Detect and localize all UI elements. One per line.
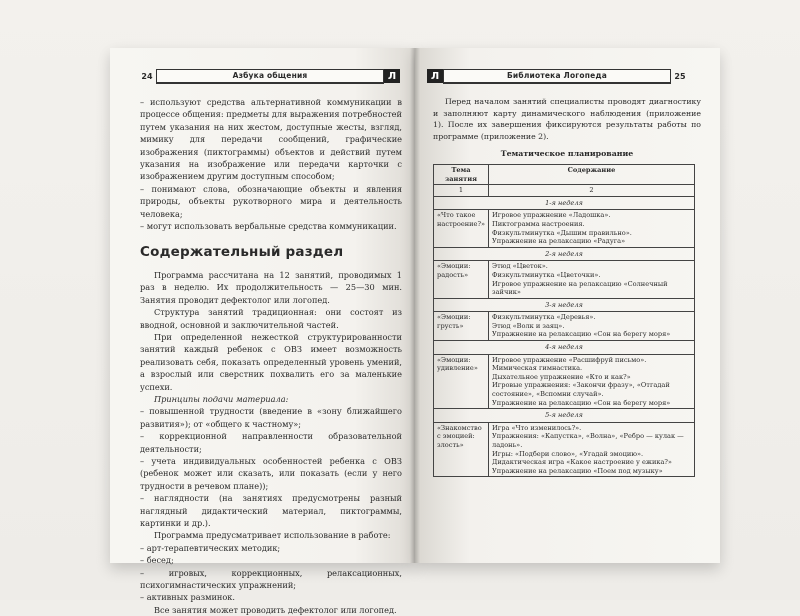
week-label: 3-я неделя <box>434 298 695 312</box>
method-item: – бесед; <box>140 555 174 566</box>
paragraph: Программа рассчитана на 12 занятий, проводимых 1 раз в неделю. Их продолжительность — 25—30 мин. Занятия проводит дефектолог или логопед. <box>140 269 402 305</box>
activity-item: Игровое упражнение на релаксацию «Солнечный зайчик» <box>492 279 668 297</box>
table-row <box>434 354 695 409</box>
table-row <box>434 312 695 341</box>
activity-item: Игры: «Подбери слово», «Угадай эмоцию». <box>492 449 644 458</box>
activity-item: Пиктограмма настроения. <box>492 219 585 228</box>
right-header-title: Библиотека Логопеда <box>443 69 671 84</box>
method-item: – арт-терапевтических методик; <box>140 542 281 553</box>
open-book <box>110 48 720 615</box>
left-page-header <box>138 68 400 84</box>
activity-item: Игровое упражнение «Ладошка». <box>492 211 611 220</box>
activity-item: Упражнение на релаксацию «Радуга» <box>492 237 626 246</box>
logo-l-icon: Л <box>384 69 400 83</box>
lesson-theme: «Эмоции: радость» <box>434 261 489 298</box>
bullet-item: – используют средства альтернативной коммуникации в процессе общения: предметы для выражения потребностей путем указания на них жестом, доступные жесты, взгляд, мимику для передачи сообщений, графические изображения (пиктограммы) объектов и действий путем указания на изображение или передачи карточки с изображением другим доступным способом; <box>140 97 402 182</box>
activity-item: Физкультминутка «Деревья». <box>492 313 596 322</box>
col-number-1: 1 <box>434 185 489 197</box>
program-intro: Программа предусматривает использование в работе: <box>154 530 391 541</box>
activity-item: Упражнение на релаксацию «Сон на берегу моря» <box>492 398 671 407</box>
weeks-body <box>434 196 695 477</box>
activity-item: Физкультминутка «Дышим правильно». <box>492 228 632 237</box>
activity-item: Игра «Что изменилось?». <box>492 423 582 432</box>
bullet-item: – могут использовать вербальные средства коммуникации. <box>140 221 397 232</box>
lesson-content <box>489 210 695 247</box>
principle-item: – наглядности (на занятиях предусмотрены разный наглядный дидактический материал, пиктограммы, картинки и др.). <box>140 493 402 528</box>
activity-item: Упражнения: «Капустка», «Волна», «Ребро — кулак — ладонь». <box>492 432 684 449</box>
lesson-content <box>489 354 695 409</box>
plan-title: Тематическое планирование <box>500 149 634 159</box>
paragraph: При определенной нежесткой структурированности занятий каждый ребенок с ОВЗ имеет возможность реализовать себя, показать определенный уровень умений, а взрослый или сверстник похвалить его за маленькие успехи. <box>140 331 402 392</box>
week-label: 4-я неделя <box>434 341 695 355</box>
activity-item: Игровое упражнение «Расшифруй письмо». <box>492 355 647 364</box>
week-label-row <box>434 196 695 210</box>
activity-item: Упражнение на релаксацию «Сон на берегу моря» <box>492 330 671 339</box>
activity-item: Этюд «Волк и заяц». <box>492 321 565 330</box>
left-page-body <box>140 96 402 616</box>
activity-item: Дыхательное упражнение «Кто и как?» <box>492 372 631 381</box>
table-row <box>434 261 695 298</box>
principles-label: Принципы подачи материала: <box>154 393 289 404</box>
activity-item: Дидактическая игра «Какое настроение у ежика?» <box>492 458 672 467</box>
logo-l-icon: Л <box>427 69 443 83</box>
activity-item: Упражнение на релаксацию «Поем под музыку» <box>492 466 663 475</box>
section-heading: Содержательный раздел <box>140 244 344 261</box>
week-label: 1-я неделя <box>434 196 695 210</box>
table-row <box>434 210 695 247</box>
closing-paragraph: Все занятия может проводить дефектолог или логопед. <box>154 604 397 615</box>
lesson-content <box>489 261 695 298</box>
planning-table <box>433 164 695 477</box>
intro-paragraph: Перед началом занятий специалисты проводят диагностику и заполняют карту динамического наблюдения (приложение 1). После их завершения фиксируются результаты работы по программе (приложение 2). <box>433 97 701 141</box>
table-number-row <box>434 185 695 197</box>
lesson-theme: «Эмоции: удивление» <box>434 354 489 409</box>
right-page-body <box>433 96 701 477</box>
week-label-row <box>434 247 695 261</box>
bullet-item: – понимают слова, обозначающие объекты и явления природы, объекты рукотворного мира и деятельность человека; <box>140 183 402 219</box>
activity-item: Физкультминутка «Цветочки». <box>492 270 601 279</box>
lesson-content <box>489 312 695 341</box>
week-label-row <box>434 409 695 423</box>
left-page-number: 24 <box>141 71 153 81</box>
method-item: – активных разминок. <box>140 592 236 603</box>
week-label: 5-я неделя <box>434 409 695 423</box>
right-page-number: 25 <box>674 71 686 81</box>
col-number-2: 2 <box>489 185 695 197</box>
week-label-row <box>434 298 695 312</box>
principle-item: – учета индивидуальных особенностей ребенка с ОВЗ (ребенок может или сказать, или показать (если у него трудности в речевом плане)); <box>140 455 402 491</box>
week-label-row <box>434 341 695 355</box>
week-label: 2-я неделя <box>434 247 695 261</box>
right-page <box>415 48 720 563</box>
left-header-title: Азбука общения <box>156 69 384 84</box>
principle-item: – коррекционной направленности образовательной деятельности; <box>140 431 402 454</box>
book-spine <box>410 48 420 563</box>
col-header-content: Содержание <box>489 164 695 184</box>
paragraph: Структура занятий традиционная: они состоят из вводной, основной и заключительной частей. <box>140 307 402 330</box>
method-item: – игровых, коррекционных, релаксационных, психогимнастических упражнений; <box>140 567 402 591</box>
activity-item: Этюд «Цветок». <box>492 262 548 271</box>
lesson-theme: «Знакомство с эмоцией: злость» <box>434 422 489 477</box>
lesson-content <box>489 422 695 477</box>
activity-item: Мимическая гимнастика. <box>492 364 583 373</box>
lesson-theme: «Что такое настроение?» <box>434 210 489 247</box>
lesson-theme: «Эмоции: грусть» <box>434 312 489 341</box>
right-page-header <box>427 68 689 84</box>
principle-item: – повышенной трудности (введение в «зону ближайшего развития»); от «общего к частному»; <box>140 406 402 429</box>
col-header-theme: Тема занятия <box>434 164 489 184</box>
activity-item: Игровые упражнения: «Закончи фразу», «Отгадай состояние», «Вспомни случай». <box>492 381 670 399</box>
left-page <box>110 48 415 615</box>
table-row <box>434 422 695 477</box>
table-header-row <box>434 164 695 184</box>
